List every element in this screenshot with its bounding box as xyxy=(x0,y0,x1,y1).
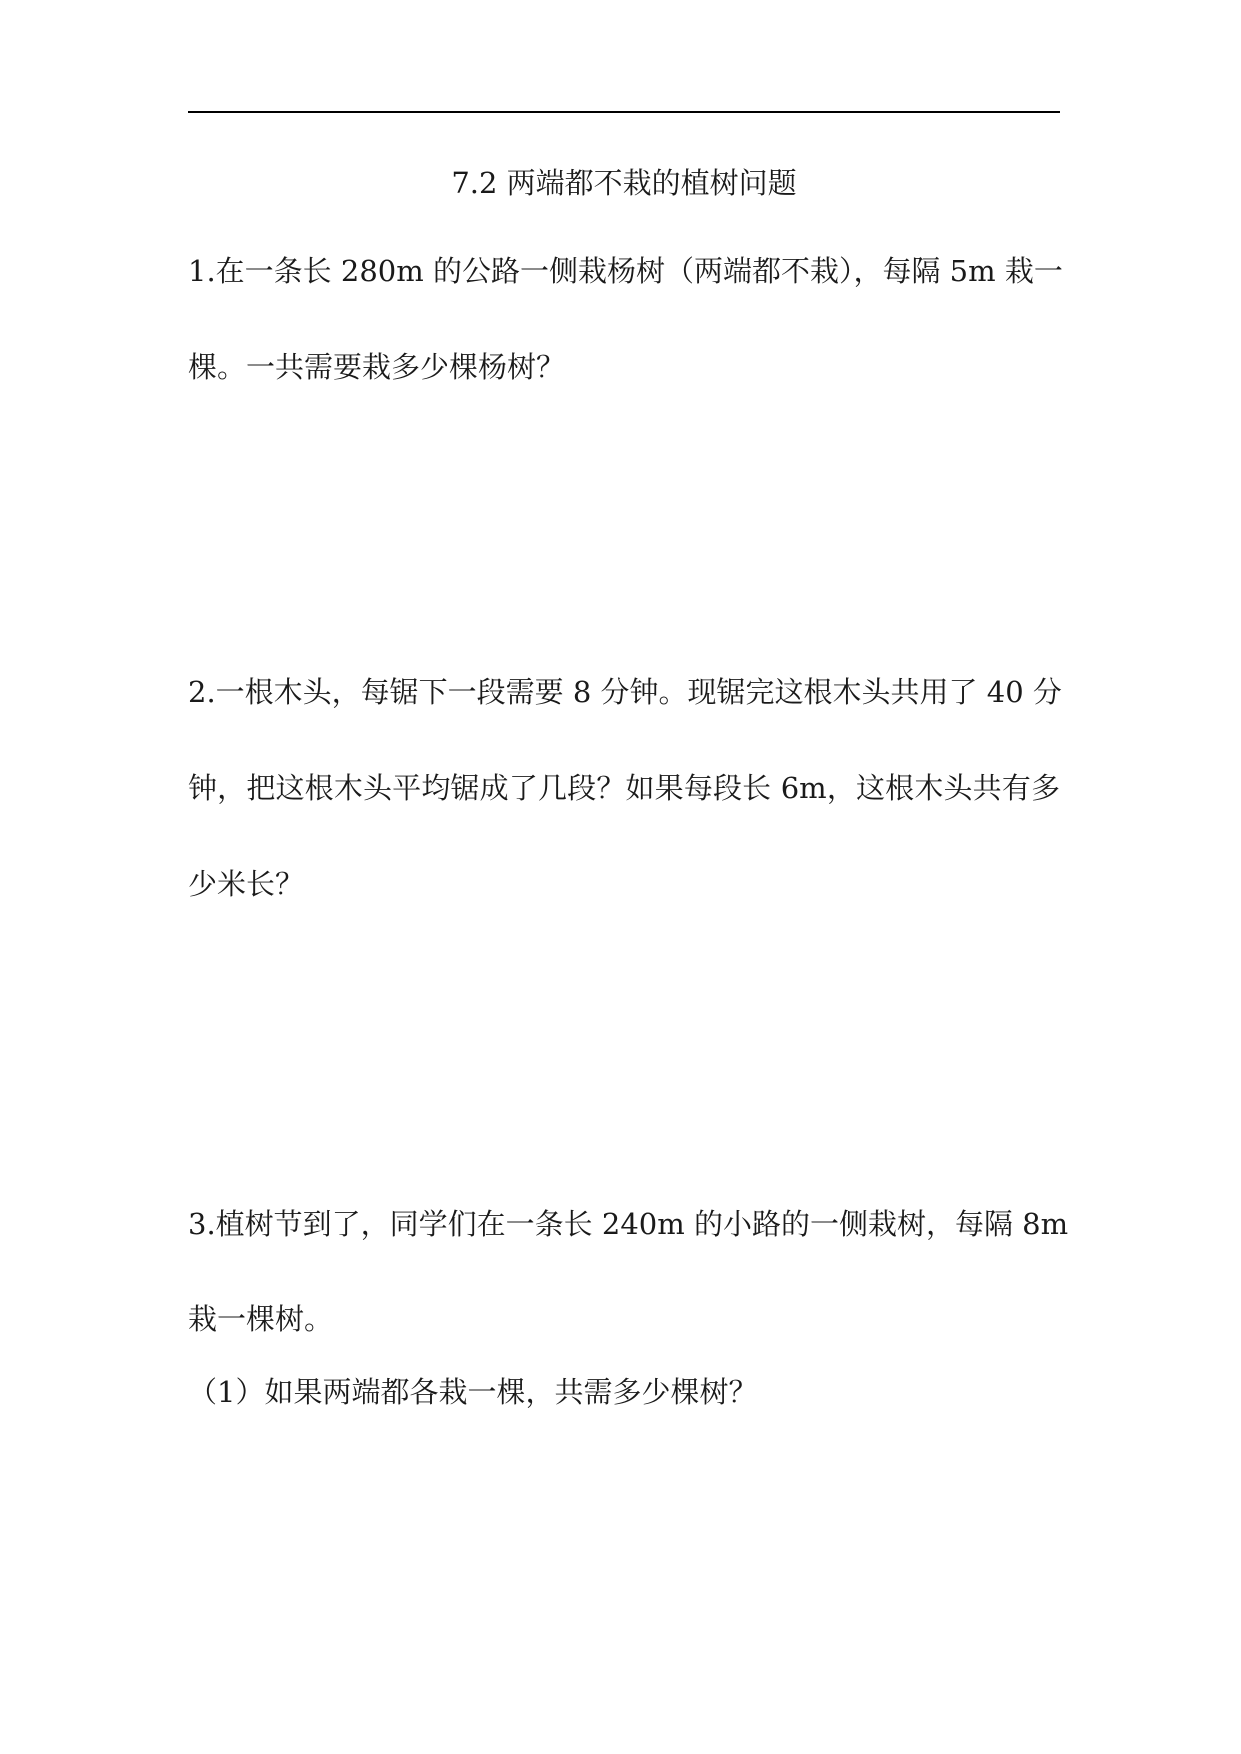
page-title: 7.2 两端都不栽的植树问题 xyxy=(451,166,797,200)
question-3-subquestion-1: （1）如果两端都各栽一棵，共需多少棵树？ xyxy=(188,1375,758,1409)
question-2-line-1: 2.一根木头，每锯下一段需要 8 分钟。现锯完这根木头共用了 40 分 xyxy=(188,675,1062,709)
question-1-line-1: 1.在一条长 280m 的公路一侧栽杨树（两端都不栽），每隔 5m 栽一 xyxy=(188,254,1063,288)
question-3-line-1: 3.植树节到了，同学们在一条长 240m 的小路的一侧栽树，每隔 8m xyxy=(188,1207,1069,1241)
header-rule xyxy=(188,111,1060,113)
question-2-line-3: 少米长？ xyxy=(188,867,305,901)
question-1-line-2: 棵。一共需要栽多少棵杨树？ xyxy=(188,350,566,384)
question-2-line-2: 钟，把这根木头平均锯成了几段？如果每段长 6m，这根木头共有多 xyxy=(188,771,1060,805)
question-3-line-2: 栽一棵树。 xyxy=(188,1302,334,1336)
